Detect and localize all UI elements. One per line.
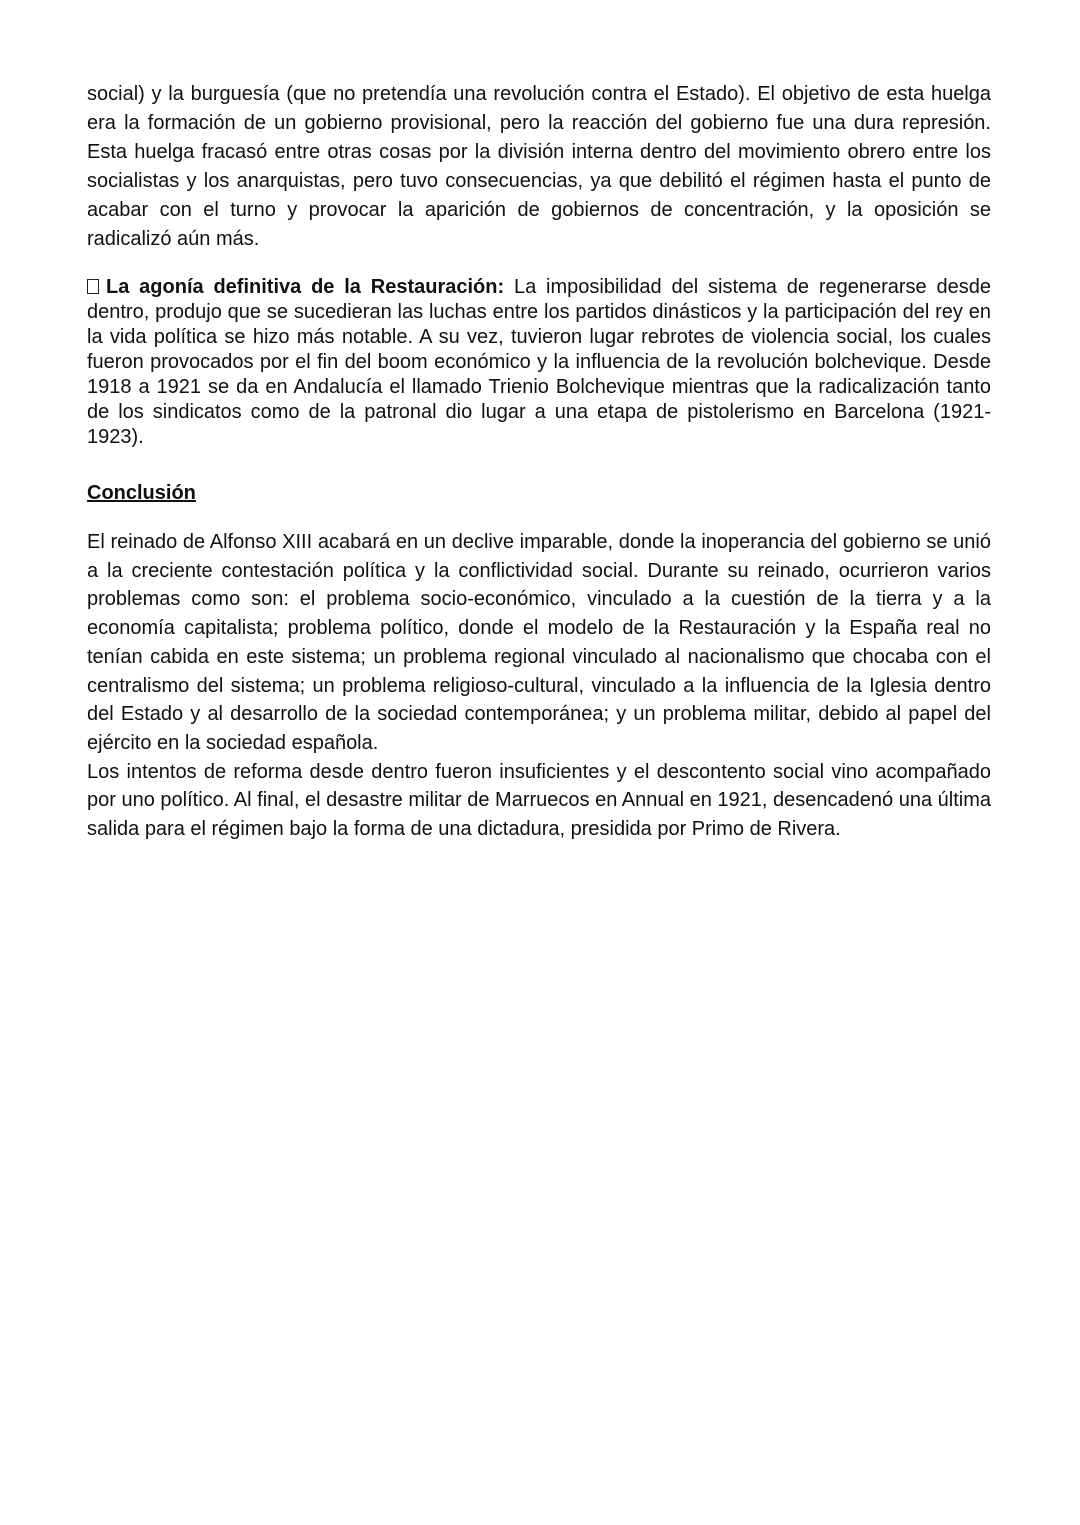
- conclusion-paragraph-1: El reinado de Alfonso XIII acabará en un declive imparable, donde la inoperancia del gobierno se unió a la creciente contestación política y la conflictividad social. Durante su reinado, ocurrieron varios problemas como son: el problema socio-económico, vinculado a la cuestión de la tierra y a la economía capitalista; problema político, donde el modelo de la Restauración y la España real no tenían cabida en este sistema; un problema regional vinculado al nacionalismo que chocaba con el centralismo del sistema; un problema religioso-cultural, vinculado a la influencia de la Iglesia dentro del Estado y al desarrollo de la sociedad contemporánea; y un problema militar, debido al papel del ejército en la sociedad española.: [87, 531, 991, 754]
- conclusion-heading: Conclusión: [87, 482, 196, 504]
- document-page: [87, 80, 991, 844]
- bullet-text: La imposibilidad del sistema de regenerarse desde dentro, produjo que se sucedieran las luchas entre los partidos dinásticos y la participación del rey en la vida política se hizo más notable. A su vez, tuvieron lugar rebrotes de violencia social, los cuales fueron provocados por el fin del boom económico y la influencia de la revolución bolchevique. Desde 1918 a 1921 se da en Andalucía el llamado Trienio Bolchevique mientras que la radicalización tanto de los sindicatos como de la patronal dio lugar a una etapa de pistolerismo en Barcelona (1921-1923).: [87, 276, 991, 448]
- bullet-lead: La agonía definitiva de la Restauración:: [106, 276, 505, 298]
- conclusion-paragraph-2: Los intentos de reforma desde dentro fueron insuficientes y el descontento social vino acompañado por uno político. Al final, el desastre militar de Marruecos en Annual en 1921, desencadenó una última salida para el régimen bajo la forma de una dictadura, presidida por Primo de Rivera.: [87, 760, 991, 841]
- checkbox-bullet-icon: [87, 279, 99, 294]
- bullet-paragraph-agonia: [87, 275, 991, 450]
- paragraph-huelga: social) y la burguesía (que no pretendía una revolución contra el Estado). El objetivo de esta huelga era la formación de un gobierno provisional, pero la reacción del gobierno fue una dura represión. Esta huelga fracasó entre otras cosas por la división interna dentro del movimiento obrero entre los socialistas y los anarquistas, pero tuvo consecuencias, ya que debilitó el régimen hasta el punto de acabar con el turno y provocar la aparición de gobiernos de concentración, y la oposición se radicalizó aún más.: [87, 83, 991, 250]
